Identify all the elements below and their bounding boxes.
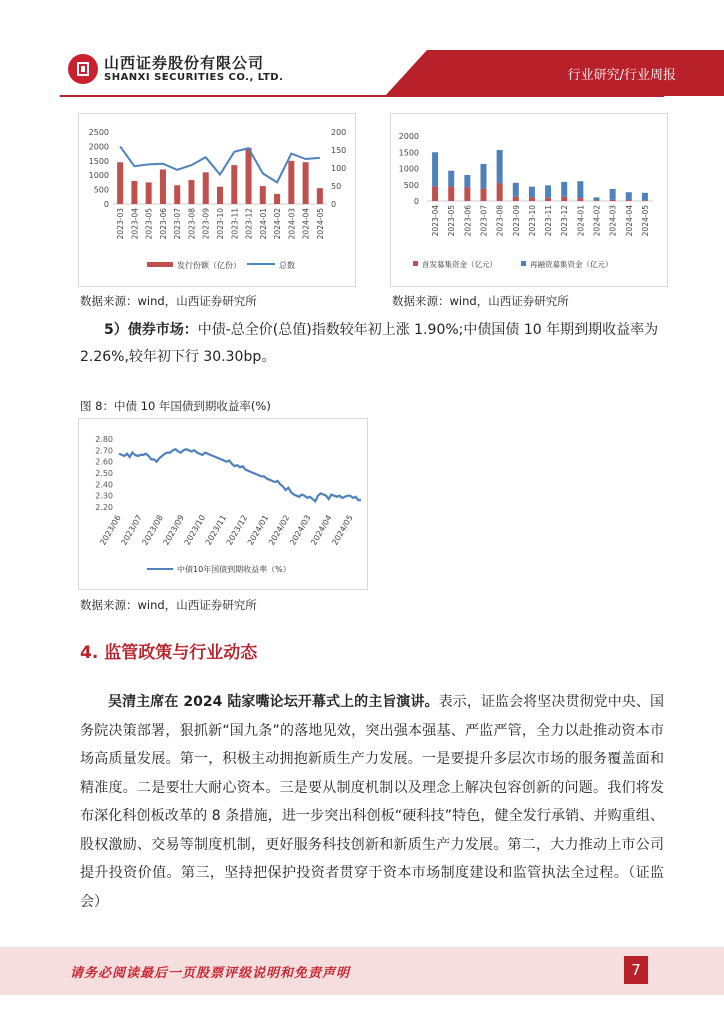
article-paragraph (80, 688, 664, 916)
bar (174, 185, 180, 204)
x-tick-label: 2023/09 (161, 513, 187, 547)
article-lead: 吴清主席在 2024 陆家嘴论坛开幕式上的主旨演讲。 (108, 694, 439, 710)
footer-disclaimer: 请务必阅读最后一页股票评级说明和免责声明 (70, 966, 351, 981)
legend-label-yield: 中债10年国债到期收益率（%） (177, 565, 291, 574)
y-tick-label: 2000 (398, 132, 419, 141)
x-tick-label: 2024/05 (330, 513, 355, 547)
x-tick-label: 2023/11 (203, 513, 229, 547)
x-tick-label: 2024-05 (640, 205, 650, 237)
y-tick-label-left: 0 (103, 200, 109, 209)
bar-refinancing (448, 171, 454, 187)
x-tick-label: 2024-04 (624, 204, 634, 237)
x-tick-label: 2023/07 (119, 513, 144, 547)
article-body: 表示，证监会将坚决贯彻党中央、国务院决策部署，狠抓新“国九条”的落地见效，突出强本强基、严监严管，全力以赴推动资本市场高质量发展。第一，积极主动拥抱新质生产力发展。一是要提升多层次市场的服务覆盖面和精准度。二是要壮大耐心资本。三是要从制度机制以及理念上解决包容创新的问题。我们将发布深化科创板改革的 8 条措施，进一步突出科创板“硬科技”特色，健全发行承销、并购重组、股权激励、交易等制度机制，更好服务科技创新和新质生产力发展。第二，大力推动上市公司提升投资价值。第三，坚持把保护投资者贯穿于资本市场制度建设和监管执法全过程。（证监会） (80, 694, 665, 910)
ipo-refinancing-chart (391, 114, 667, 286)
bar (146, 182, 152, 204)
fig-left-source: 数据来源：wind，山西证券研究所 (80, 294, 257, 308)
series-line-yield (119, 449, 361, 501)
x-tick-label: 2023/06 (98, 513, 123, 547)
bar-refinancing (577, 181, 583, 198)
bar-refinancing (561, 182, 567, 197)
section-heading: 4. 监管政策与行业动态 (80, 643, 258, 663)
y-tick-label: 2.80 (95, 435, 113, 444)
y-tick-label-right: 100 (331, 164, 347, 173)
bar (203, 172, 209, 204)
x-tick-label: 2023-09 (201, 208, 211, 240)
bar (188, 180, 194, 204)
fund-issuance-chart (79, 114, 355, 286)
x-tick-label: 2023-07 (173, 208, 183, 240)
bar-ipo (594, 200, 600, 201)
fund-issuance-chart-box (78, 113, 356, 287)
x-tick-label: 2023-04 (431, 205, 441, 237)
x-tick-label: 2024/02 (267, 513, 292, 547)
legend-swatch-refinancing (521, 261, 526, 266)
bar (131, 181, 137, 204)
bar (288, 161, 294, 204)
x-tick-label: 2023-12 (560, 205, 570, 237)
bar-refinancing (610, 189, 616, 200)
bar-ipo (610, 200, 616, 201)
y-tick-label-left: 2000 (88, 142, 109, 152)
x-tick-label: 2023-10 (216, 208, 225, 240)
fig8-source: 数据来源：wind，山西证券研究所 (80, 598, 257, 612)
x-tick-label: 2023-08 (187, 208, 197, 240)
bar-ipo (448, 186, 454, 201)
bar-refinancing (432, 152, 438, 186)
bar-ipo (545, 198, 551, 201)
company-logo (68, 54, 98, 84)
y-tick-label-right: 50 (331, 182, 342, 191)
y-tick-label-left: 2500 (88, 128, 109, 137)
y-tick-label: 2.60 (95, 457, 113, 467)
header-divider (60, 95, 664, 97)
x-tick-label: 2023-08 (495, 205, 505, 237)
bond-market-text: 中债-总全价(总值)指数较年初上涨 1.90%;中债国债 10 年期到期收益率为 2.26%,较年初下行 30.30bp。 (80, 322, 659, 365)
x-tick-label: 2023/12 (224, 513, 250, 547)
y-tick-label: 1000 (398, 164, 419, 174)
bar-ipo (497, 183, 503, 201)
x-tick-label: 2023-11 (230, 208, 240, 240)
x-tick-label: 2023/10 (182, 513, 208, 547)
x-tick-label: 2023-10 (527, 205, 537, 237)
x-tick-label: 2024-03 (608, 205, 618, 237)
x-tick-label: 2023-06 (463, 205, 473, 237)
y-tick-label-left: 500 (93, 185, 109, 195)
ipo-refinancing-chart-box (390, 113, 668, 287)
bar-refinancing (513, 183, 519, 197)
bar (274, 194, 280, 204)
report-category: 行业研究/行业周报 (567, 68, 676, 83)
legend-label-issuance: 发行份额（亿份） (177, 261, 241, 270)
bar-refinancing (545, 185, 551, 197)
y-tick-label: 2.70 (95, 446, 113, 456)
x-tick-label: 2024-04 (301, 208, 311, 240)
bar-refinancing (642, 193, 648, 200)
y-tick-label-left: 1000 (88, 171, 109, 181)
x-tick-label: 2023-06 (158, 208, 168, 240)
x-tick-label: 2024-01 (258, 208, 268, 240)
y-tick-label: 1500 (398, 148, 419, 158)
bar-ipo (577, 198, 583, 201)
x-tick-label: 2023-11 (544, 205, 554, 237)
y-tick-label: 2.20 (95, 503, 113, 512)
x-tick-label: 2024-03 (287, 208, 297, 240)
bar (317, 188, 323, 204)
bond-market-label: 5）债券市场： (104, 322, 198, 338)
y-tick-label-right: 0 (331, 200, 337, 209)
x-tick-label: 2023/08 (140, 513, 165, 547)
bar-ipo (529, 197, 535, 201)
page-number: 7 (624, 956, 648, 984)
bar-refinancing (626, 192, 632, 200)
bond-market-paragraph (80, 317, 664, 371)
company-name-en: SHANXI SECURITIES CO., LTD. (104, 72, 284, 83)
x-tick-label: 2024-02 (592, 205, 602, 237)
legend-label-total: 总数 (279, 261, 295, 270)
bar-ipo (626, 200, 632, 201)
bar-ipo (464, 187, 470, 201)
bar-refinancing (594, 197, 600, 200)
y-tick-label: 0 (413, 197, 419, 206)
bar-refinancing (481, 164, 487, 189)
fig-right-source: 数据来源：wind，山西证券研究所 (392, 294, 569, 308)
fig8-title: 图 8：中债 10 年国债到期收益率(%) (80, 399, 271, 413)
bar-ipo (642, 200, 648, 201)
bar (246, 148, 252, 204)
bar-ipo (561, 197, 567, 201)
bar-refinancing (497, 150, 503, 183)
y-tick-label-right: 200 (331, 128, 347, 137)
legend-label-refinancing: 再融资募集资金（亿元） (530, 260, 613, 269)
y-tick-label: 2.30 (95, 491, 113, 501)
x-tick-label: 2024-05 (315, 208, 325, 240)
bar (117, 162, 123, 204)
y-tick-label-right: 150 (331, 146, 347, 155)
bar-refinancing (464, 175, 470, 187)
x-tick-label: 2023-05 (447, 205, 457, 237)
x-tick-label: 2023-09 (511, 205, 521, 237)
bar (160, 169, 166, 204)
bar (217, 187, 223, 204)
bar (231, 165, 237, 204)
legend-swatch-ipo (413, 261, 418, 266)
legend-label-ipo: 首发募集资金（亿元） (422, 260, 497, 269)
x-tick-label: 2023-12 (244, 208, 254, 240)
company-name-cn: 山西证券股份有限公司 (104, 54, 265, 72)
y-tick-label-left: 1500 (88, 156, 109, 166)
legend-swatch-issuance (147, 262, 173, 267)
bar (303, 162, 309, 204)
x-tick-label: 2023-05 (144, 208, 154, 240)
y-tick-label: 2.50 (95, 469, 113, 478)
x-tick-label: 2023-07 (479, 205, 489, 237)
x-tick-label: 2023-03 (116, 208, 126, 240)
x-tick-label: 2024-02 (273, 208, 283, 240)
bar-ipo (432, 186, 438, 201)
y-tick-label: 500 (403, 180, 419, 190)
x-tick-label: 2024/04 (309, 513, 334, 547)
x-tick-label: 2023-04 (130, 208, 140, 240)
x-tick-label: 2024/01 (245, 513, 271, 547)
bar-ipo (481, 189, 487, 201)
bar-refinancing (529, 187, 535, 197)
bar (260, 186, 266, 204)
bond-yield-chart-box (78, 418, 368, 590)
bar-ipo (513, 197, 519, 201)
bond-yield-chart (79, 419, 367, 589)
x-tick-label: 2024/03 (288, 513, 313, 547)
y-tick-label: 2.40 (95, 480, 113, 490)
x-tick-label: 2024-01 (576, 205, 586, 237)
